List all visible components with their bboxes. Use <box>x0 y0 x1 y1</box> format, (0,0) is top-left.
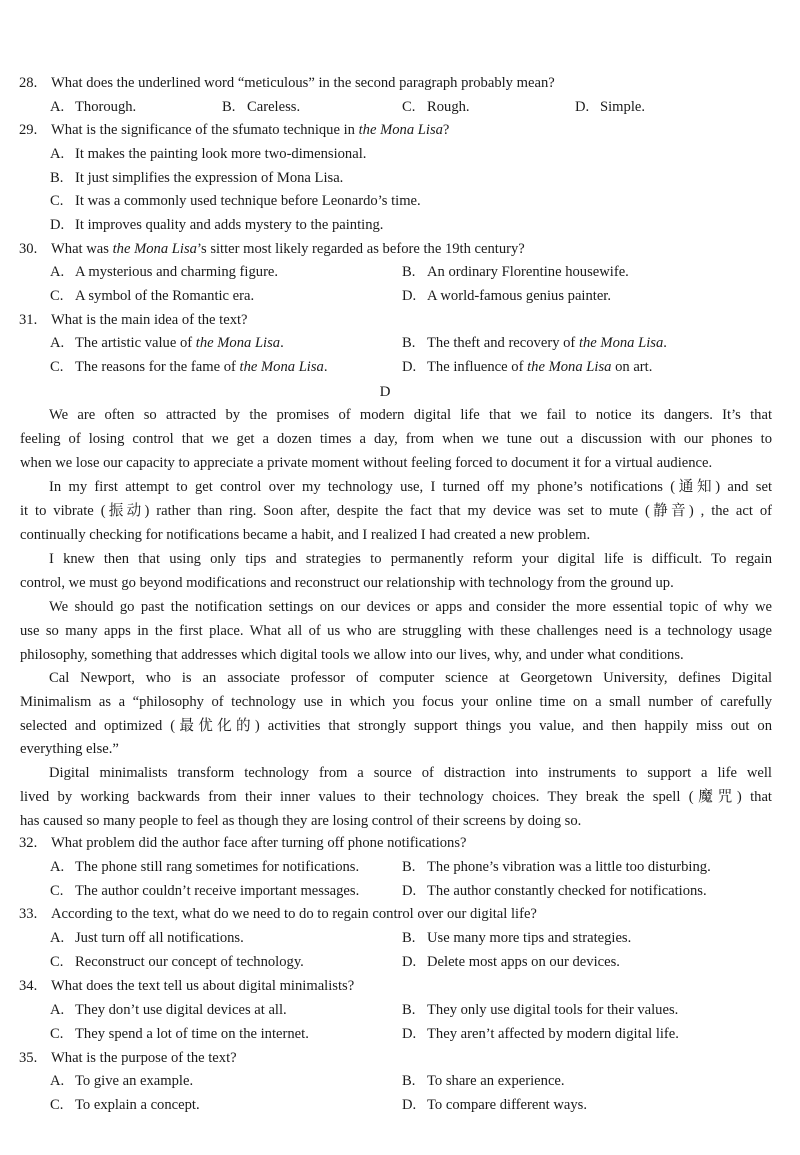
option-letter: A. <box>50 930 65 946</box>
question-32 <box>19 835 467 852</box>
passage-paragraph-1 <box>20 404 772 475</box>
option-letter: A. <box>50 264 65 280</box>
passage-line: everything else.” <box>20 741 119 758</box>
option-30-c[interactable] <box>50 288 254 305</box>
option-text: Careless. <box>247 99 301 115</box>
option-text-end: on art. <box>611 359 653 375</box>
passage-line: continually checking for notifications became a habit, and I realized I had created a new problem. <box>20 526 591 543</box>
option-letter: C. <box>50 359 64 375</box>
option-text: It improves quality and adds mystery to the painting. <box>75 217 384 233</box>
option-35-a[interactable] <box>50 1073 193 1090</box>
option-34-a[interactable] <box>50 1002 287 1019</box>
option-letter: C. <box>50 193 64 209</box>
passage-line: has caused so many people to feel as though they are losing control of their screens by doing so. <box>20 812 582 829</box>
option-letter: A. <box>50 99 65 115</box>
option-33-a[interactable] <box>50 930 244 947</box>
question-number: 34. <box>19 978 38 994</box>
question-prompt-italic: the Mona Lisa <box>358 122 443 138</box>
option-letter: A. <box>50 1002 65 1018</box>
option-32-b[interactable] <box>402 859 711 876</box>
option-35-c[interactable] <box>50 1097 200 1114</box>
option-35-d[interactable] <box>402 1097 587 1114</box>
option-letter: B. <box>402 930 416 946</box>
passage-paragraph-4 <box>20 596 772 667</box>
option-letter: A. <box>50 335 65 351</box>
option-letter: B. <box>402 859 416 875</box>
question-number: 29. <box>19 122 38 138</box>
option-31-c[interactable] <box>50 359 328 376</box>
option-33-c[interactable] <box>50 954 304 971</box>
option-29-a[interactable] <box>50 146 366 163</box>
option-text: They don’t use digital devices at all. <box>75 1002 287 1018</box>
option-28-a[interactable] <box>50 99 136 116</box>
option-32-a[interactable] <box>50 859 359 876</box>
option-33-d[interactable] <box>402 954 620 971</box>
option-text: The theft and recovery of <box>427 335 579 351</box>
question-number: 33. <box>19 906 38 922</box>
question-30 <box>19 241 525 258</box>
passage-line: Minimalism as a “philosophy of technology use in which you focus your online time on a small number of carefully <box>20 693 772 710</box>
passage-line: control, we must go beyond modifications and reconstruct our relationship with technology from the ground up. <box>20 574 674 591</box>
option-text: It just simplifies the expression of Mona Lisa. <box>75 170 344 186</box>
option-35-b[interactable] <box>402 1073 565 1090</box>
option-text: It was a commonly used technique before Leonardo’s time. <box>75 193 421 209</box>
option-text: It makes the painting look more two-dimensional. <box>75 146 367 162</box>
option-34-c[interactable] <box>50 1026 309 1043</box>
option-text: Just turn off all notifications. <box>75 930 244 946</box>
passage-paragraph-5 <box>20 667 772 762</box>
option-text-end: . <box>323 359 328 375</box>
question-prompt-start: What is the significance of the sfumato technique in <box>51 122 359 138</box>
option-text-italic: the Mona Lisa <box>578 335 664 351</box>
question-prompt: What does the text tell us about digital minimalists? <box>51 978 355 994</box>
option-text: The artistic value of <box>75 335 196 351</box>
question-prompt: What does the underlined word “meticulous” in the second paragraph probably mean? <box>51 75 555 91</box>
option-letter: A. <box>50 859 65 875</box>
option-31-a[interactable] <box>50 335 284 352</box>
passage-line: We are often so attracted by the promises of modern digital life that we fail to notice its dangers. It’s that <box>49 407 772 423</box>
option-text: Rough. <box>427 99 470 115</box>
option-text: A world-famous genius painter. <box>427 288 612 304</box>
question-35 <box>19 1050 237 1067</box>
option-30-a[interactable] <box>50 264 278 281</box>
option-letter: C. <box>50 883 64 899</box>
option-28-b[interactable] <box>222 99 300 116</box>
question-number: 28. <box>19 75 38 91</box>
option-text: Delete most apps on our devices. <box>427 954 620 970</box>
option-letter: D. <box>575 99 590 115</box>
option-letter: C. <box>50 1097 64 1113</box>
option-letter: A. <box>50 146 65 162</box>
option-text: Thorough. <box>75 99 137 115</box>
option-32-d[interactable] <box>402 883 707 900</box>
passage-line: selected and optimized (最优化的) activities that strongly support things you value, and then happily miss out on <box>20 717 772 734</box>
option-text: Reconstruct our concept of technology. <box>75 954 304 970</box>
option-text: The phone’s vibration was a little too disturbing. <box>427 859 711 875</box>
option-text: Simple. <box>600 99 645 115</box>
question-number: 35. <box>19 1050 38 1066</box>
option-text: They only use digital tools for their values. <box>427 1002 679 1018</box>
option-letter: B. <box>402 335 416 351</box>
question-33 <box>19 906 537 923</box>
option-text: A symbol of the Romantic era. <box>75 288 255 304</box>
option-text: To share an experience. <box>427 1073 565 1089</box>
question-prompt: What problem did the author face after turning off phone notifications? <box>51 835 467 851</box>
passage-line: We should go past the notification settings on our devices or apps and consider the more essential topic of why we <box>49 599 772 615</box>
option-text-end: . <box>280 335 284 351</box>
option-letter: A. <box>50 1073 65 1089</box>
option-letter: B. <box>50 170 64 186</box>
option-text: The influence of <box>427 359 528 375</box>
section-title-d: D <box>379 384 391 400</box>
option-31-d[interactable] <box>402 359 652 376</box>
option-34-d[interactable] <box>402 1026 679 1043</box>
option-28-d[interactable] <box>575 99 645 116</box>
question-29 <box>19 122 449 139</box>
option-text-italic: the Mona Lisa <box>527 359 612 375</box>
option-letter: B. <box>402 264 416 280</box>
option-34-b[interactable] <box>402 1002 678 1019</box>
passage-line: philosophy, something that addresses which digital tools we allow into our lives, why, and under what conditions. <box>20 646 684 663</box>
question-prompt: According to the text, what do we need to do to regain control over our digital life? <box>51 906 537 922</box>
passage-line: it to vibrate (振动) rather than ring. Soon after, despite the fact that my device was set to mute (静音) , the act of <box>20 502 772 519</box>
option-letter: C. <box>50 954 64 970</box>
passage-line: use so many apps in the first place. What all of us who are struggling with these challenges need is a technology usage <box>20 622 772 639</box>
passage-paragraph-3 <box>20 548 772 596</box>
option-letter: D. <box>402 954 417 970</box>
option-letter: D. <box>402 288 417 304</box>
option-letter: D. <box>402 359 417 375</box>
passage-paragraph-6 <box>20 762 772 833</box>
option-text-italic: the Mona Lisa <box>239 359 324 375</box>
passage-line: In my first attempt to get control over my technology use, I turned off my phone’s notifications (通知) and set <box>49 479 772 495</box>
option-33-b[interactable] <box>402 930 631 947</box>
question-28 <box>19 75 555 92</box>
option-29-d[interactable] <box>50 217 383 234</box>
question-number: 32. <box>19 835 38 851</box>
passage-line: I knew then that using only tips and strategies to permanently reform your digital life is difficult. To regain <box>49 551 772 567</box>
option-text: They aren’t affected by modern digital life. <box>427 1026 679 1042</box>
option-letter: C. <box>50 288 64 304</box>
option-29-c[interactable] <box>50 193 421 210</box>
option-29-b[interactable] <box>50 170 343 187</box>
option-text: The author constantly checked for notifications. <box>427 883 707 899</box>
option-letter: D. <box>402 1097 417 1113</box>
passage-line: Digital minimalists transform technology from a source of distraction into instruments to support a life well <box>49 765 772 781</box>
option-text: An ordinary Florentine housewife. <box>427 264 629 280</box>
passage-line: Cal Newport, who is an associate professor of computer science at Georgetown University, defines Digital <box>49 670 772 686</box>
question-prompt-start: What was <box>51 241 113 257</box>
option-text: The reasons for the fame of <box>75 359 240 375</box>
option-text: To explain a concept. <box>75 1097 200 1113</box>
option-letter: D. <box>402 1026 417 1042</box>
option-text-italic: the Mona Lisa <box>195 335 281 351</box>
option-text: A mysterious and charming figure. <box>75 264 279 280</box>
option-letter: D. <box>402 883 417 899</box>
question-prompt: What is the purpose of the text? <box>51 1050 237 1066</box>
passage-line: when we lose our capacity to appreciate a private moment without feeling forced to document it for a virtual audience. <box>20 454 713 471</box>
passage-line: feeling of losing control that we get a dozen times a day, from when we tune out a discussion with our phones to <box>20 430 772 447</box>
option-30-d[interactable] <box>402 288 611 305</box>
option-text: The phone still rang sometimes for notifications. <box>75 859 360 875</box>
option-text: To compare different ways. <box>427 1097 587 1113</box>
option-28-c[interactable] <box>402 99 470 116</box>
question-31 <box>19 312 248 329</box>
option-text-end: . <box>663 335 667 351</box>
option-text: They spend a lot of time on the internet. <box>75 1026 309 1042</box>
option-letter: B. <box>402 1002 416 1018</box>
question-prompt-end: ’s sitter most likely regarded as before the 19th century? <box>196 241 525 257</box>
question-prompt-italic: the Mona Lisa <box>112 241 197 257</box>
question-34 <box>19 978 354 995</box>
option-30-b[interactable] <box>402 264 629 281</box>
question-prompt: What is the main idea of the text? <box>51 312 248 328</box>
question-number: 30. <box>19 241 38 257</box>
option-32-c[interactable] <box>50 883 359 900</box>
question-prompt-end: ? <box>442 122 450 138</box>
option-text: Use many more tips and strategies. <box>427 930 632 946</box>
passage-line: lived by working backwards from their inner values to their technology choices. They break the spell (魔咒) that <box>20 788 772 805</box>
option-letter: B. <box>222 99 236 115</box>
option-text: To give an example. <box>75 1073 194 1089</box>
question-number: 31. <box>19 312 38 328</box>
option-letter: B. <box>402 1073 416 1089</box>
option-text: The author couldn’t receive important messages. <box>75 883 360 899</box>
option-31-b[interactable] <box>402 335 667 352</box>
option-letter: C. <box>50 1026 64 1042</box>
passage-paragraph-2 <box>20 476 772 547</box>
option-letter: C. <box>402 99 416 115</box>
option-letter: D. <box>50 217 65 233</box>
